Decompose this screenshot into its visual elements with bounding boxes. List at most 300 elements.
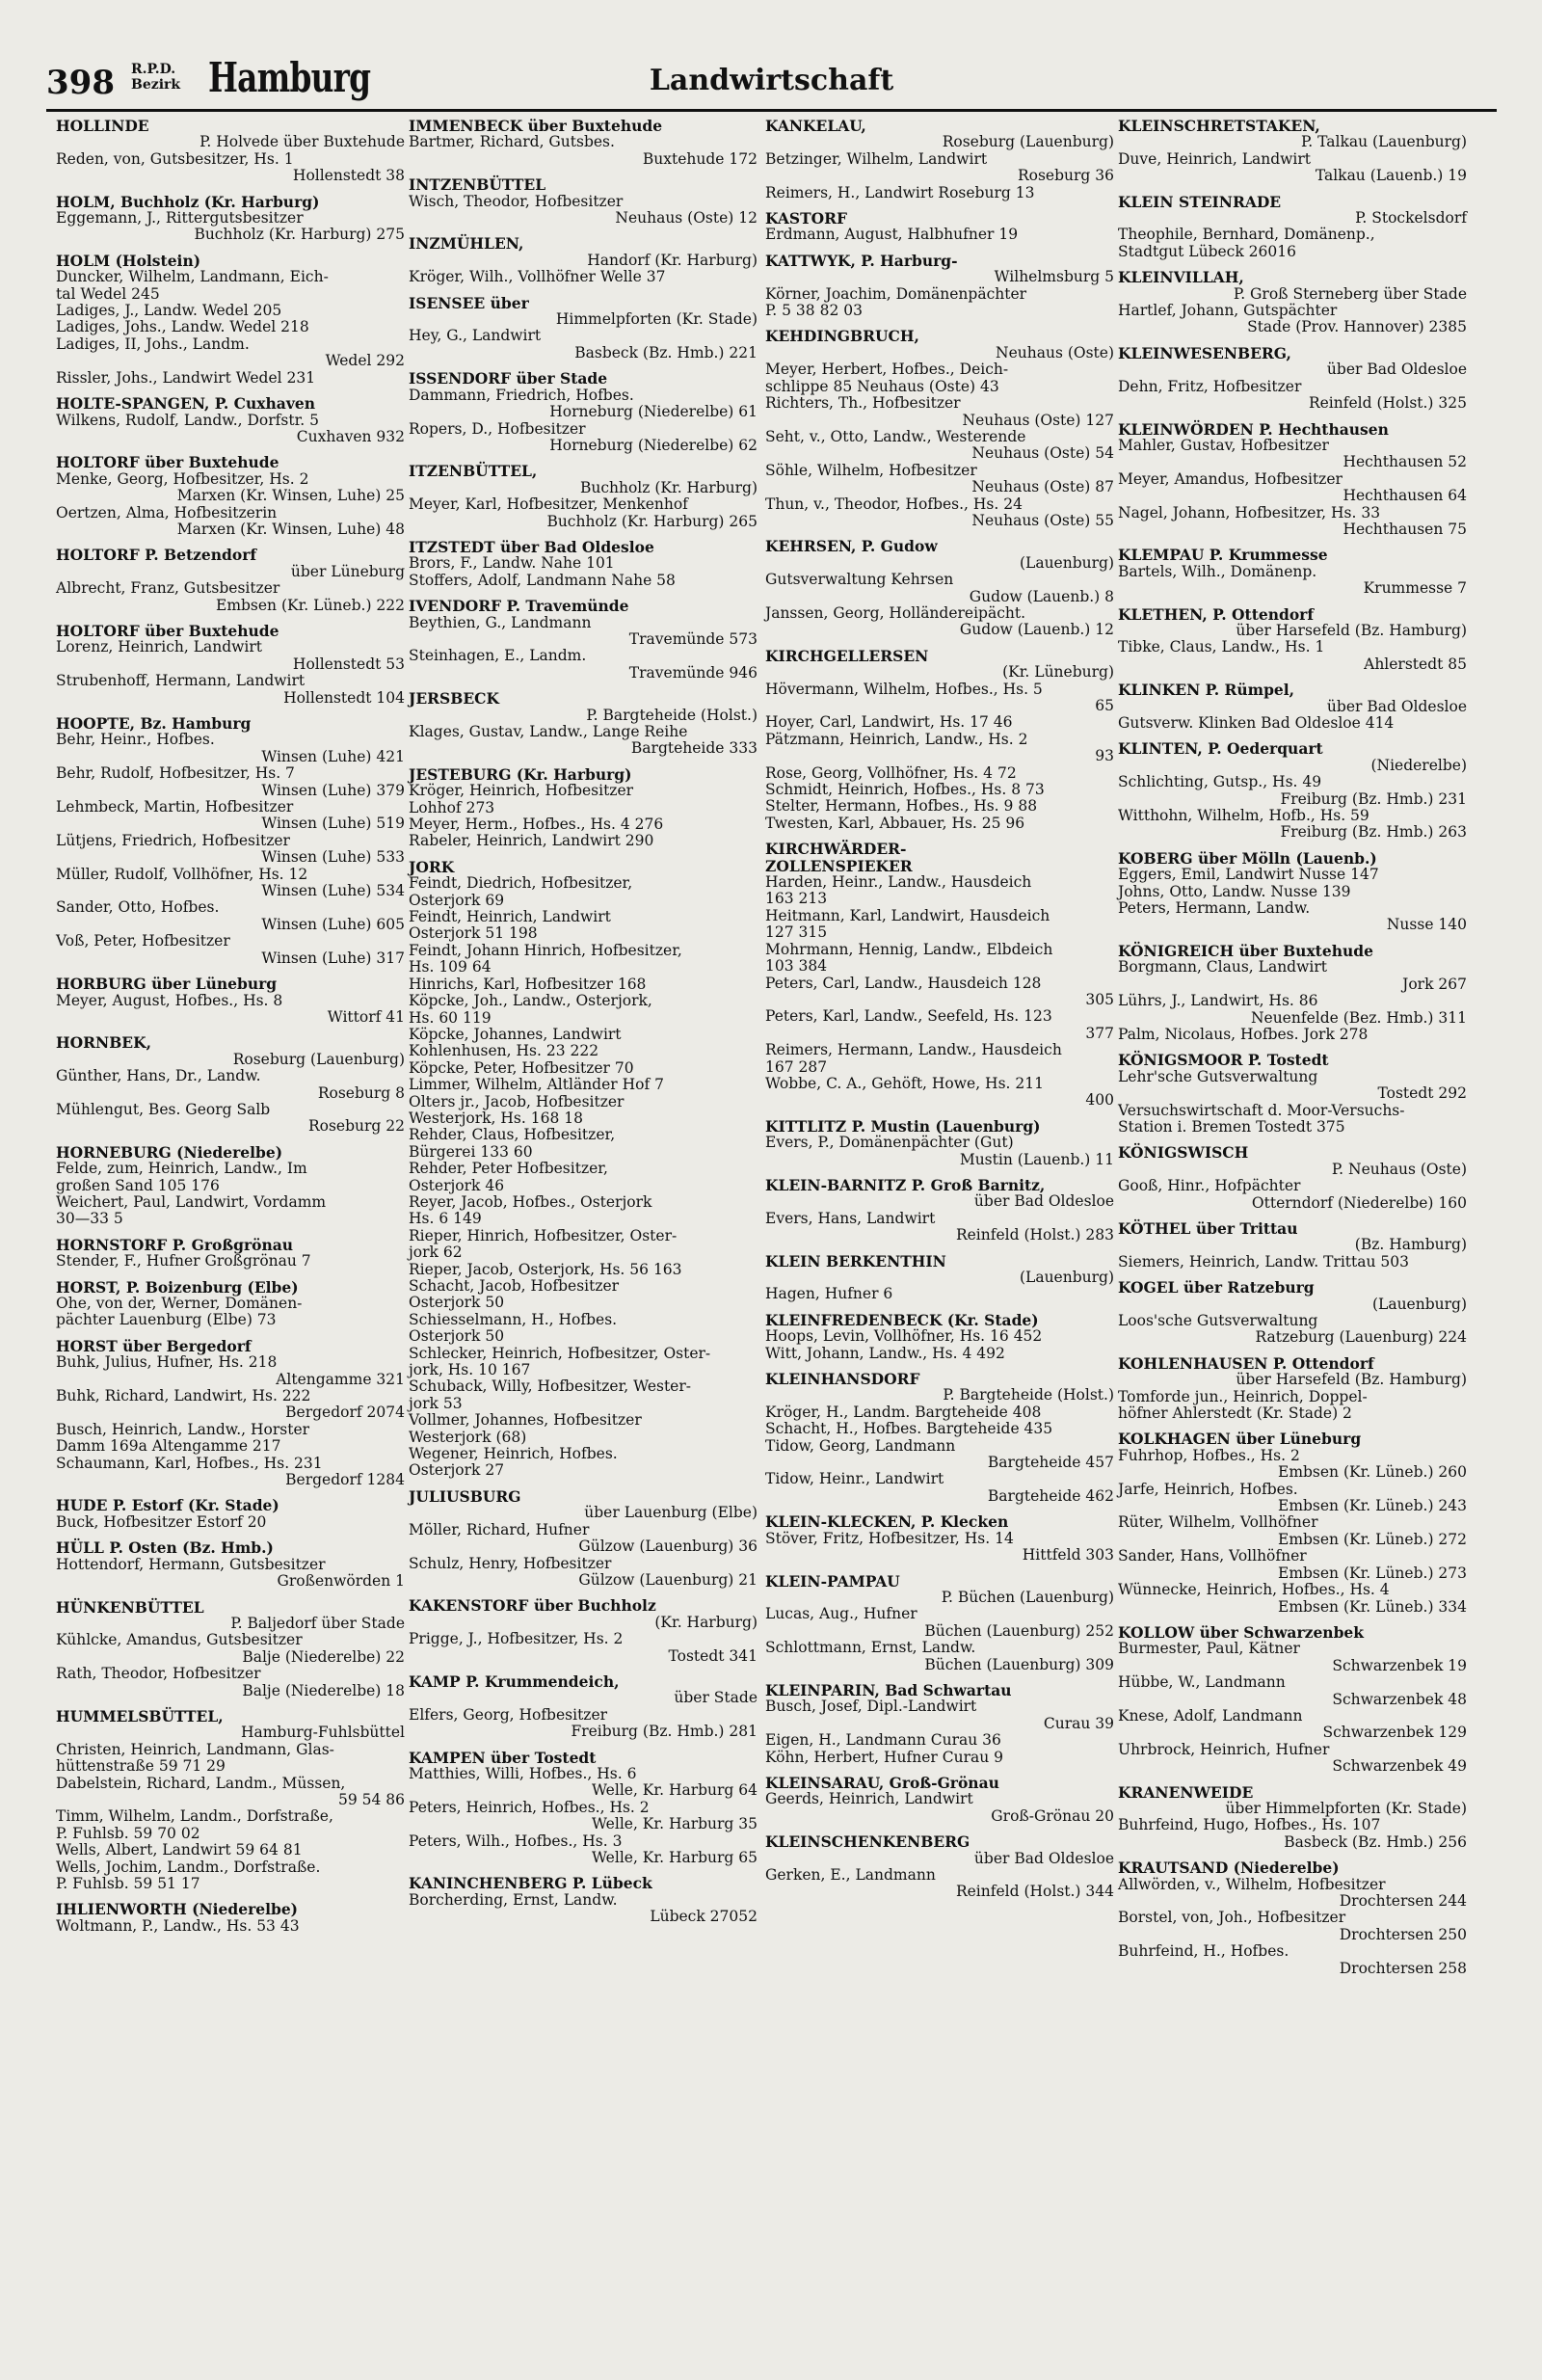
locality-entry bbox=[765, 1682, 1114, 1766]
entry-line: jork, Hs. 10 167 bbox=[409, 1361, 531, 1379]
locality-heading: KLINTEN, P. Oederquart bbox=[1118, 739, 1323, 759]
locality-heading: KLEMPAU P. Krummesse bbox=[1118, 546, 1328, 565]
entry-line: Ropers, D., Hofbesitzer bbox=[409, 419, 586, 438]
entry-line: Rabeler, Heinrich, Landwirt 290 bbox=[409, 832, 654, 850]
entry-line: Witthohn, Wilhelm, Hofb., Hs. 59 bbox=[1118, 807, 1369, 825]
location-line: Stade (Prov. Hannover) 2385 bbox=[1247, 318, 1467, 336]
location-line: Nusse 140 bbox=[1386, 916, 1467, 934]
entry-line: Stelter, Hermann, Hofbes., Hs. 9 88 bbox=[765, 797, 1038, 816]
locality-entry bbox=[409, 859, 758, 1480]
locality-heading: KLETHEN, P. Ottendorf bbox=[1118, 604, 1314, 624]
location-line: Embsen (Kr. Lüneb.) 273 bbox=[1278, 1564, 1467, 1582]
entry-line: Harden, Heinr., Landw., Hausdeich bbox=[765, 873, 1032, 892]
entry-line: Theophile, Bernhard, Domänenp., bbox=[1118, 226, 1375, 244]
location-line: P. Holvede über Buxtehude bbox=[199, 133, 405, 151]
entry-line: Duve, Heinrich, Landwirt bbox=[1118, 149, 1312, 168]
locality-entry bbox=[56, 1708, 405, 1892]
entry-line: Christen, Heinrich, Landmann, Glas- bbox=[56, 1740, 334, 1758]
entry-line: Geerds, Heinrich, Landwirt bbox=[765, 1790, 973, 1808]
entry-line: Kröger, Wilh., Vollhöfner Welle 37 bbox=[409, 268, 666, 286]
locality-heading: HORNSTORF P. Großgrönau bbox=[56, 1235, 294, 1254]
locality-heading: IVENDORF P. Travemünde bbox=[409, 597, 629, 616]
locality-heading: INZMÜHLEN, bbox=[409, 234, 524, 254]
location-line: Himmelpforten (Kr. Stade) bbox=[555, 310, 758, 329]
locality-heading: KLEINSARAU, Groß-Grönau bbox=[765, 1773, 999, 1792]
locality-entry bbox=[1118, 345, 1467, 413]
location-line: Reinfeld (Holst.) 325 bbox=[1308, 394, 1467, 413]
locality-heading: KRAUTSAND (Niederelbe) bbox=[1118, 1859, 1340, 1878]
locality-entry bbox=[765, 1833, 1114, 1901]
location-line: Freiburg (Bz. Hmb.) 281 bbox=[571, 1723, 758, 1741]
entry-line: Stoffers, Adolf, Landmann Nahe 58 bbox=[409, 571, 676, 589]
location-line: 65 bbox=[1095, 697, 1114, 714]
entry-line: Loos'sche Gutsverwaltung bbox=[1118, 1312, 1318, 1329]
entry-line: Menke, Georg, Hofbesitzer, Hs. 2 bbox=[56, 469, 309, 488]
locality-entry bbox=[765, 1573, 1114, 1673]
location-line: Reinfeld (Holst.) 344 bbox=[955, 1883, 1114, 1901]
entry-line: Dehn, Fritz, Hofbesitzer bbox=[1118, 377, 1302, 395]
locality-entry bbox=[765, 1253, 1114, 1303]
entry-line: 30—33 5 bbox=[56, 1210, 123, 1228]
entry-line: Eggers, Emil, Landwirt Nusse 147 bbox=[1118, 866, 1379, 884]
locality-entry bbox=[765, 648, 1114, 832]
location-line: Reinfeld (Holst.) 283 bbox=[955, 1226, 1114, 1244]
bezirk-label: Bezirk bbox=[131, 77, 181, 93]
entry-line: Witt, Johann, Landw., Hs. 4 492 bbox=[765, 1344, 1005, 1362]
location-line: Drochtersen 258 bbox=[1339, 1959, 1467, 1977]
entry-line: Feindt, Johann Hinrich, Hofbesitzer, bbox=[409, 941, 682, 959]
location-line: über Stade bbox=[674, 1689, 758, 1707]
locality-entry bbox=[765, 118, 1114, 201]
entry-line: großen Sand 105 176 bbox=[56, 1176, 220, 1194]
locality-entry bbox=[56, 976, 405, 1026]
entry-line: Duncker, Wilhelm, Landmann, Eich- bbox=[56, 268, 329, 286]
entry-line: Timm, Wilhelm, Landm., Dorfstraße, bbox=[56, 1807, 333, 1826]
locality-entry bbox=[765, 841, 1114, 1110]
entry-line: Burmester, Paul, Kätner bbox=[1118, 1640, 1300, 1658]
entry-line: Borcherding, Ernst, Landw. bbox=[409, 1890, 618, 1909]
locality-entry bbox=[1118, 943, 1467, 1043]
locality-entry bbox=[1118, 606, 1467, 674]
locality-heading: KANKELAU, bbox=[765, 117, 866, 135]
entry-line: Köhn, Herbert, Hufner Curau 9 bbox=[765, 1748, 1003, 1766]
entry-line: Palm, Nicolaus, Hofbes. Jork 278 bbox=[1118, 1025, 1369, 1043]
locality-entry bbox=[56, 1144, 405, 1228]
location-line: Horneburg (Niederelbe) 62 bbox=[549, 436, 758, 454]
entry-line: Damm 169a Altengamme 217 bbox=[56, 1437, 281, 1456]
entry-line: Oertzen, Alma, Hofbesitzerin bbox=[56, 503, 278, 521]
entry-line: Lütjens, Friedrich, Hofbesitzer bbox=[56, 831, 290, 849]
location-line: Cuxhaven 932 bbox=[296, 427, 405, 445]
locality-entry bbox=[1118, 1784, 1467, 1852]
location-line: Travemünde 573 bbox=[628, 629, 758, 648]
entry-line: Müller, Rudolf, Vollhöfner, Hs. 12 bbox=[56, 865, 308, 883]
location-line: Wilhelmsburg 5 bbox=[994, 268, 1114, 286]
entry-line: Rehder, Peter Hofbesitzer, bbox=[409, 1160, 608, 1178]
locality-entry bbox=[56, 1237, 405, 1270]
entry-line: Richters, Th., Hofbesitzer bbox=[765, 394, 961, 413]
locality-heading: HUDE P. Estorf (Kr. Stade) bbox=[56, 1496, 279, 1515]
entry-line: Hottendorf, Hermann, Gutsbesitzer bbox=[56, 1555, 326, 1573]
entry-line: Bürgerei 133 60 bbox=[409, 1142, 533, 1161]
location-line: Winsen (Luhe) 379 bbox=[261, 781, 405, 799]
locality-entry bbox=[1118, 1052, 1467, 1136]
location-line: Lübeck 27052 bbox=[650, 1908, 758, 1926]
entry-line: Tidow, Georg, Landmann bbox=[765, 1436, 956, 1455]
locality-heading: KITTLITZ P. Mustin (Lauenburg) bbox=[765, 1116, 1041, 1136]
location-line: Buchholz (Kr. Harburg) 265 bbox=[546, 512, 758, 530]
locality-entry bbox=[56, 1279, 405, 1329]
column-2 bbox=[409, 118, 758, 1935]
locality-heading: ISSENDORF über Stade bbox=[409, 369, 608, 388]
locality-entry bbox=[409, 766, 758, 850]
locality-entry bbox=[1118, 1624, 1467, 1776]
entry-line: Schlecker, Heinrich, Hofbesitzer, Oster- bbox=[409, 1344, 711, 1362]
locality-entry bbox=[1118, 682, 1467, 732]
locality-heading: KLEINFREDENBECK (Kr. Stade) bbox=[765, 1310, 1039, 1329]
entry-line: Köpcke, Joh., Landw., Osterjork, bbox=[409, 992, 652, 1010]
entry-line: Ladiges, J., Landw. Wedel 205 bbox=[56, 302, 282, 320]
location-line: P. Bargteheide (Holst.) bbox=[943, 1386, 1114, 1404]
entry-line: schlippe 85 Neuhaus (Oste) 43 bbox=[765, 377, 999, 395]
locality-heading: HOLTORF über Buxtehude bbox=[56, 621, 279, 640]
entry-line: Rieper, Jacob, Osterjork, Hs. 56 163 bbox=[409, 1260, 682, 1278]
entry-line: Dabelstein, Richard, Landm., Müssen, bbox=[56, 1774, 346, 1792]
location-line: Basbeck (Bz. Hmb.) 256 bbox=[1284, 1832, 1467, 1851]
locality-heading: KLEINWÖRDEN P. Hechthausen bbox=[1118, 419, 1389, 439]
entry-line: Meyer, Herm., Hofbes., Hs. 4 276 bbox=[409, 816, 664, 834]
locality-heading: KOLKHAGEN über Lüneburg bbox=[1118, 1430, 1362, 1449]
location-line: Freiburg (Bz. Hmb.) 263 bbox=[1280, 823, 1467, 842]
locality-entry bbox=[1118, 850, 1467, 934]
locality-entry bbox=[56, 547, 405, 614]
location-line: Drochtersen 244 bbox=[1339, 1892, 1467, 1910]
entry-line: Hs. 6 149 bbox=[409, 1210, 482, 1228]
location-line: Neuenfelde (Bez. Hmb.) 311 bbox=[1250, 1008, 1467, 1027]
entry-line: Schlottmann, Ernst, Landw. bbox=[765, 1639, 976, 1657]
locality-entry bbox=[409, 235, 758, 285]
location-line: Welle, Kr. Harburg 65 bbox=[592, 1849, 758, 1866]
entry-line: P. Fuhlsb. 59 51 17 bbox=[56, 1875, 200, 1892]
entry-line: Uhrbrock, Heinrich, Hufner bbox=[1118, 1740, 1330, 1758]
locality-heading: KEHDINGBRUCH, bbox=[765, 327, 919, 346]
location-line: Winsen (Luhe) 317 bbox=[261, 949, 405, 967]
location-line: Horneburg (Niederelbe) 61 bbox=[549, 403, 758, 421]
location-line: Neuhaus (Oste) 55 bbox=[971, 511, 1114, 529]
entry-line: Kröger, Heinrich, Hofbesitzer bbox=[409, 782, 634, 800]
locality-heading: ITZENBÜTTEL, bbox=[409, 462, 538, 481]
entry-line: Tomforde jun., Heinrich, Doppel- bbox=[1118, 1387, 1368, 1405]
locality-heading: KÖNIGSWISCH bbox=[1118, 1143, 1249, 1163]
locality-heading: KÖNIGSMOOR P. Tostedt bbox=[1118, 1051, 1329, 1070]
location-line: Neuhaus (Oste) 54 bbox=[971, 444, 1114, 463]
entry-line: Westerjork, Hs. 168 18 bbox=[409, 1109, 583, 1127]
locality-entry bbox=[765, 210, 1114, 244]
entry-line: Rissler, Johs., Landwirt Wedel 231 bbox=[56, 368, 316, 387]
entry-line: Prigge, J., Hofbesitzer, Hs. 2 bbox=[409, 1630, 624, 1648]
location-line: Groß-Grönau 20 bbox=[991, 1806, 1114, 1825]
location-line: 400 bbox=[1085, 1091, 1114, 1110]
location-line: Neuhaus (Oste) bbox=[996, 343, 1114, 361]
locality-heading: KLEINWESENBERG, bbox=[1118, 343, 1291, 362]
entry-line: Schlichting, Gutsp., Hs. 49 bbox=[1118, 773, 1322, 791]
locality-entry bbox=[56, 1034, 405, 1135]
entry-line: Seht, v., Otto, Landw., Westerende bbox=[765, 427, 1026, 445]
entry-line: Meyer, Herbert, Hofbes., Deich- bbox=[765, 361, 1009, 379]
location-line: Bargteheide 333 bbox=[630, 739, 758, 758]
locality-entry bbox=[1118, 194, 1467, 261]
column-1 bbox=[56, 118, 405, 1943]
locality-entry bbox=[765, 1312, 1114, 1362]
locality-heading: KIRCHWÄRDER- bbox=[765, 840, 907, 859]
entry-line: Pätzmann, Heinrich, Landw., Hs. 2 bbox=[765, 730, 1028, 748]
entry-line: Stender, F., Hufner Großgrönau 7 bbox=[56, 1252, 311, 1270]
column-4 bbox=[1118, 118, 1467, 1986]
locality-heading: KOHLENHAUSEN P. Ottendorf bbox=[1118, 1353, 1374, 1373]
entry-line: Ohe, von der, Werner, Domänen- bbox=[56, 1295, 303, 1312]
locality-heading: KAMP P. Krummendeich, bbox=[409, 1671, 620, 1691]
entry-line: Peters, Hermann, Landw. bbox=[1118, 899, 1311, 918]
entry-line: Wobbe, C. A., Gehöft, Howe, Hs. 211 bbox=[765, 1074, 1044, 1092]
entry-line: Borstel, von, Joh., Hofbesitzer bbox=[1118, 1909, 1346, 1927]
entry-line: Günther, Hans, Dr., Landw. bbox=[56, 1067, 261, 1085]
locality-heading: HORST, P. Boizenburg (Elbe) bbox=[56, 1277, 299, 1297]
location-line: Ahlerstedt 85 bbox=[1364, 655, 1467, 673]
location-line: Wedel 292 bbox=[325, 352, 405, 370]
entry-line: Betzinger, Wilhelm, Landwirt bbox=[765, 149, 988, 168]
locality-entry bbox=[409, 598, 758, 682]
location-line: (Bz. Hamburg) bbox=[1354, 1236, 1467, 1254]
location-line: Basbeck (Bz. Hmb.) 221 bbox=[574, 343, 758, 361]
entry-line: Osterjork 50 bbox=[409, 1294, 505, 1312]
entry-line: Hs. 60 119 bbox=[409, 1008, 492, 1027]
entry-line: Lehr'sche Gutsverwaltung bbox=[1118, 1067, 1318, 1085]
entry-line: Osterjork 50 bbox=[409, 1327, 505, 1346]
location-line: Otterndorf (Niederelbe) 160 bbox=[1251, 1193, 1467, 1212]
location-line: P. Talkau (Lauenburg) bbox=[1300, 133, 1467, 151]
locality-entry bbox=[1118, 1859, 1467, 1977]
location-line: Embsen (Kr. Lüneb.) 260 bbox=[1278, 1463, 1467, 1482]
locality-heading: KLEIN STEINRADE bbox=[1118, 192, 1282, 211]
entry-line: Brors, F., Landw. Nahe 101 bbox=[409, 554, 615, 573]
locality-entry bbox=[56, 395, 405, 445]
location-line: Winsen (Luhe) 533 bbox=[261, 848, 405, 867]
locality-entry bbox=[409, 1750, 758, 1867]
location-line: Hechthausen 52 bbox=[1343, 453, 1467, 471]
locality-entry bbox=[765, 1177, 1114, 1244]
location-line: Roseburg 8 bbox=[317, 1083, 405, 1102]
locality-heading: KIRCHGELLERSEN bbox=[765, 646, 929, 665]
entry-line: jork 62 bbox=[409, 1243, 463, 1262]
location-line: Hittfeld 303 bbox=[1022, 1546, 1114, 1564]
locality-heading: HÜNKENBÜTTEL bbox=[56, 1597, 204, 1617]
locality-entry bbox=[409, 295, 758, 362]
entry-line: Wilkens, Rudolf, Landw., Dorfstr. 5 bbox=[56, 411, 319, 429]
entry-line: Reimers, H., Landwirt Roseburg 13 bbox=[765, 183, 1035, 201]
entry-line: Strubenhoff, Hermann, Landwirt bbox=[56, 672, 306, 690]
location-line: über Lüneburg bbox=[290, 562, 405, 580]
locality-heading: JORK bbox=[409, 857, 455, 876]
locality-heading: KLEIN BERKENTHIN bbox=[765, 1251, 946, 1270]
entry-line: Eigen, H., Landmann Curau 36 bbox=[765, 1731, 1001, 1750]
location-line: Welle, Kr. Harburg 35 bbox=[592, 1815, 758, 1833]
entry-line: Behr, Rudolf, Hofbesitzer, Hs. 7 bbox=[56, 764, 295, 783]
entry-line: Lucas, Aug., Hufner bbox=[765, 1605, 917, 1623]
entry-line: Peters, Karl, Landw., Seefeld, Hs. 123 bbox=[765, 1007, 1052, 1026]
locality-entry bbox=[1118, 1144, 1467, 1212]
entry-line: Kohlenhusen, Hs. 23 222 bbox=[409, 1042, 599, 1060]
location-line: Hollenstedt 53 bbox=[292, 655, 405, 673]
location-line: Roseburg 36 bbox=[1017, 167, 1114, 185]
location-line: (Lauenburg) bbox=[1371, 1295, 1467, 1313]
entry-line: Feindt, Diedrich, Hofbesitzer, bbox=[409, 874, 633, 893]
locality-heading: KEHRSEN, P. Gudow bbox=[765, 537, 938, 556]
location-line: Bargteheide 457 bbox=[987, 1454, 1114, 1472]
location-line: Embsen (Kr. Lüneb.) 272 bbox=[1278, 1530, 1467, 1548]
locality-heading: JERSBECK bbox=[409, 689, 499, 709]
entry-line: Köpcke, Johannes, Landwirt bbox=[409, 1025, 622, 1043]
entry-line: Steinhagen, E., Landm. bbox=[409, 647, 587, 665]
entry-line: Thun, v., Theodor, Hofbes., Hs. 24 bbox=[765, 495, 1023, 513]
rpd-label: R.P.D. bbox=[131, 62, 176, 77]
locality-entry bbox=[765, 1513, 1114, 1564]
entry-line: hüttenstraße 59 71 29 bbox=[56, 1757, 226, 1776]
locality-entry bbox=[56, 1599, 405, 1699]
entry-line: Fuhrhop, Hofbes., Hs. 2 bbox=[1118, 1446, 1300, 1464]
locality-heading: KLEINPARIN, Bad Schwartau bbox=[765, 1680, 1012, 1699]
location-line: Bergedorf 1284 bbox=[285, 1471, 405, 1489]
locality-entry bbox=[1118, 547, 1467, 597]
locality-heading: HORNEBURG (Niederelbe) bbox=[56, 1142, 283, 1162]
location-line: über Bad Oldesloe bbox=[1326, 697, 1467, 715]
location-line: 59 54 86 bbox=[337, 1790, 405, 1808]
entry-line: Schulz, Henry, Hofbesitzer bbox=[409, 1554, 612, 1572]
entry-line: Ladiges, II, Johs., Landm. bbox=[56, 334, 250, 353]
locality-heading: HOLLINDE bbox=[56, 117, 149, 135]
locality-heading: KLEINHANSDORF bbox=[765, 1370, 920, 1389]
location-line: Hollenstedt 38 bbox=[292, 167, 405, 185]
entry-line: Hövermann, Wilhelm, Hofbes., Hs. 5 bbox=[765, 680, 1043, 698]
locality-entry bbox=[1118, 1355, 1467, 1423]
locality-heading: HORNBEK, bbox=[56, 1033, 151, 1053]
entry-line: Kühlcke, Amandus, Gutsbesitzer bbox=[56, 1631, 303, 1649]
locality-entry bbox=[1118, 740, 1467, 841]
location-line: über Bad Oldesloe bbox=[973, 1849, 1114, 1867]
entry-line: Rath, Theodor, Hofbesitzer bbox=[56, 1665, 261, 1683]
entry-line: Osterjork 46 bbox=[409, 1176, 505, 1194]
locality-heading: KAMPEN über Tostedt bbox=[409, 1748, 597, 1767]
column-3 bbox=[765, 118, 1114, 1910]
location-line: Neuhaus (Oste) 12 bbox=[615, 209, 758, 227]
entry-line: Schuback, Willy, Hofbesitzer, Wester- bbox=[409, 1377, 692, 1396]
entry-line: Buhk, Julius, Hufner, Hs. 218 bbox=[56, 1353, 278, 1372]
entry-line: Gooß, Hinr., Hofpächter bbox=[1118, 1177, 1301, 1195]
location-line: P. Bargteheide (Holst.) bbox=[586, 706, 758, 724]
page-header bbox=[46, 54, 1497, 106]
entry-line: Gerken, E., Landmann bbox=[765, 1866, 936, 1884]
locality-heading: HORST über Bergedorf bbox=[56, 1336, 252, 1355]
locality-heading: ISENSEE über bbox=[409, 293, 529, 312]
location-line: Embsen (Kr. Lüneb.) 222 bbox=[216, 596, 405, 614]
locality-entry bbox=[1118, 1279, 1467, 1347]
locality-heading: HOLM (Holstein) bbox=[56, 251, 201, 270]
entry-line: Erdmann, August, Halbhufner 19 bbox=[765, 226, 1019, 244]
entry-line: Allwörden, v., Wilhelm, Hofbesitzer bbox=[1118, 1875, 1386, 1893]
entry-line: Buhrfeind, H., Hofbes. bbox=[1118, 1942, 1289, 1961]
locality-entry bbox=[765, 328, 1114, 529]
entry-line: Ladiges, Johs., Landw. Wedel 218 bbox=[56, 318, 309, 336]
entry-line: 103 384 bbox=[765, 957, 828, 976]
locality-heading: KOBERG über Mölln (Lauenb.) bbox=[1118, 848, 1377, 868]
entry-line: Versuchswirtschaft d. Moor-Versuchs- bbox=[1118, 1101, 1405, 1119]
entry-line: Behr, Heinr., Hofbes. bbox=[56, 731, 215, 749]
entry-line: Beythien, G., Landmann bbox=[409, 613, 592, 631]
location-line: Tostedt 341 bbox=[668, 1646, 758, 1665]
locality-heading: JULIUSBURG bbox=[409, 1486, 521, 1506]
locality-entry bbox=[1118, 269, 1467, 336]
location-line: P. Neuhaus (Oste) bbox=[1331, 1160, 1467, 1178]
entry-line: Peters, Wilh., Hofbes., Hs. 3 bbox=[409, 1832, 623, 1850]
entry-line: Buck, Hofbesitzer Estorf 20 bbox=[56, 1512, 267, 1531]
entry-line: Station i. Bremen Tostedt 375 bbox=[1118, 1117, 1345, 1136]
locality-entry bbox=[765, 1371, 1114, 1505]
entry-line: Schiesselmann, H., Hofbes. bbox=[409, 1310, 618, 1328]
locality-entry bbox=[409, 118, 758, 168]
locality-heading: HOLTORF über Buxtehude bbox=[56, 453, 279, 472]
entry-line: Schaumann, Karl, Hofbes., Hs. 231 bbox=[56, 1454, 323, 1472]
entry-line: Meyer, Amandus, Hofbesitzer bbox=[1118, 469, 1343, 488]
location-line: Büchen (Lauenburg) 309 bbox=[924, 1655, 1114, 1673]
location-line: über Bad Oldesloe bbox=[973, 1192, 1114, 1211]
entry-line: Mohrmann, Hennig, Landw., Elbdeich bbox=[765, 940, 1053, 958]
locality-heading: KATTWYK, P. Harburg- bbox=[765, 251, 958, 270]
page-number: 398 bbox=[46, 64, 115, 102]
location-line: 93 bbox=[1095, 747, 1114, 765]
entry-line: Woltmann, P., Landw., Hs. 53 43 bbox=[56, 1916, 300, 1935]
entry-line: Bartels, Wilh., Domänenp. bbox=[1118, 562, 1317, 580]
locality-heading: IMMENBECK über Buxtehude bbox=[409, 117, 663, 135]
entry-line: Mahler, Gustav, Hofbesitzer bbox=[1118, 436, 1329, 454]
city-title: Hamburg bbox=[208, 54, 371, 101]
location-line: Gülzow (Lauenburg) 36 bbox=[578, 1538, 758, 1556]
location-line: Buchholz (Kr. Harburg) bbox=[579, 478, 758, 496]
locality-heading: ITZSTEDT über Bad Oldesloe bbox=[409, 537, 654, 556]
entry-line: Busch, Heinrich, Landw., Horster bbox=[56, 1420, 310, 1438]
location-line: Ratzeburg (Lauenburg) 224 bbox=[1255, 1328, 1467, 1347]
entry-line: Wells, Jochim, Landm., Dorfstraße. bbox=[56, 1858, 321, 1876]
locality-heading: KOLLOW über Schwarzenbek bbox=[1118, 1622, 1365, 1642]
locality-heading: ZOLLENSPIEKER bbox=[765, 856, 913, 875]
entry-line: Evers, P., Domänenpächter (Gut) bbox=[765, 1134, 1014, 1152]
location-line: 305 bbox=[1085, 990, 1114, 1008]
locality-entry bbox=[56, 253, 405, 387]
entry-line: Wegener, Heinrich, Hofbes. bbox=[409, 1445, 618, 1463]
entry-line: Klages, Gustav, Landw., Lange Reihe bbox=[409, 723, 688, 740]
location-line: Neuhaus (Oste) 87 bbox=[971, 478, 1114, 496]
entry-line: Köpcke, Peter, Hofbesitzer 70 bbox=[409, 1058, 634, 1077]
locality-heading: KÖTHEL über Trittau bbox=[1118, 1218, 1298, 1238]
location-line: Schwarzenbek 49 bbox=[1332, 1757, 1467, 1776]
location-line: Curau 39 bbox=[1043, 1714, 1114, 1732]
locality-entry bbox=[765, 538, 1114, 638]
location-line: Altengamme 321 bbox=[276, 1370, 405, 1388]
entry-line: Gutsverw. Klinken Bad Oldesloe 414 bbox=[1118, 714, 1395, 732]
entry-line: Osterjork 51 198 bbox=[409, 924, 538, 943]
locality-entry bbox=[56, 1901, 405, 1935]
location-line: 377 bbox=[1085, 1024, 1114, 1042]
entry-line: Heitmann, Karl, Landwirt, Hausdeich bbox=[765, 906, 1050, 924]
entry-line: 163 213 bbox=[765, 890, 828, 908]
